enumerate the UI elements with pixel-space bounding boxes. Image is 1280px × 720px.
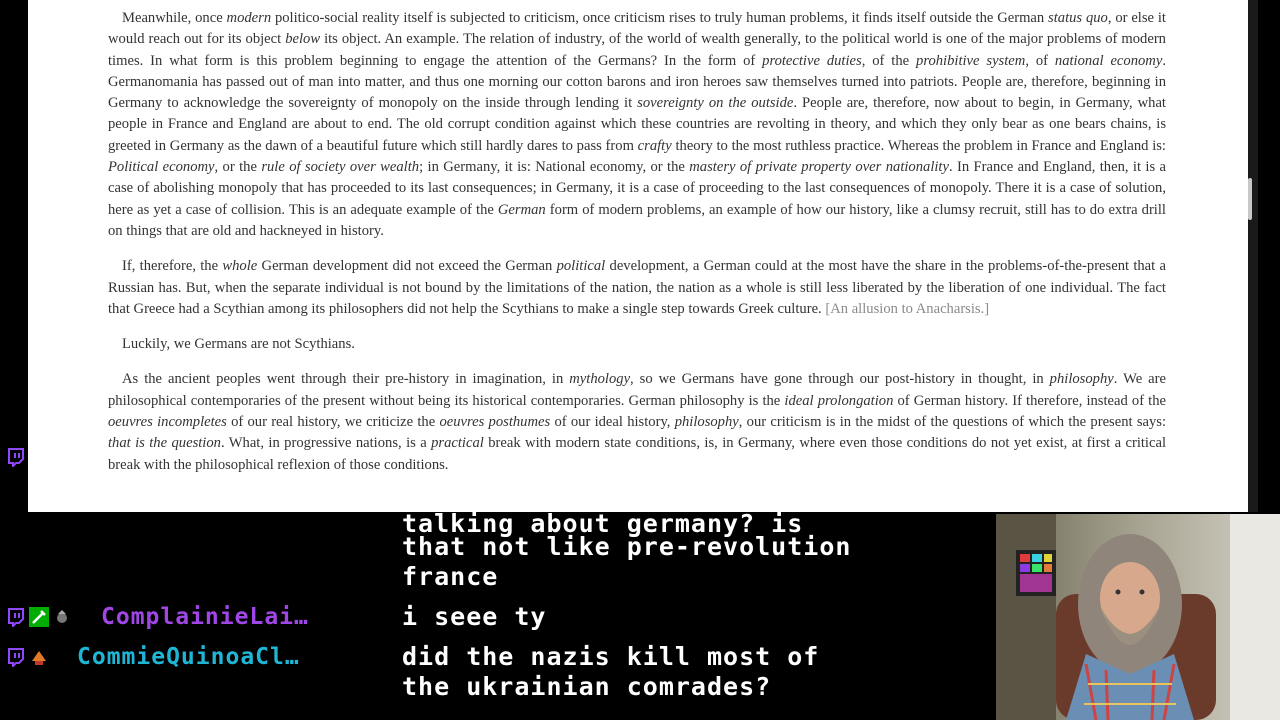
chat-message-text: talking about germany? is [402, 512, 804, 538]
sub-badge-icon [29, 647, 49, 667]
paragraph-text: German development did not exceed the German [257, 258, 557, 275]
document-paragraph [108, 8, 1166, 242]
chat-badges [6, 646, 49, 668]
paragraph-text: . What, in progressive nations, is a [220, 435, 432, 452]
sword-icon [29, 607, 49, 627]
emphasis-text: rule of society over wealth [261, 159, 420, 176]
paragraph-text: its object. An example. The relation of industry, of the world of wealth generally, to the political world is one of the major problems of modern times. In what form is this problem beginning to engage the attention of the Germans? In the form of [108, 31, 1166, 69]
emphasis-text: oeuvres posthumes [439, 414, 551, 431]
emphasis-text: modern [226, 10, 272, 26]
document-paragraph [108, 334, 1166, 355]
editor-note: [An allusion to Anacharsis.] [825, 300, 990, 317]
twitch-icon [6, 607, 26, 627]
twitch-icon [6, 647, 26, 667]
document-paragraph [108, 256, 1166, 320]
document-paragraph [108, 369, 1166, 475]
paragraph-text: form of modern problems, an example of how our history, like a clumsy recruit, still has to do extra drill on things that are old and hackneyed in history. [108, 201, 1166, 239]
emphasis-text: philosophy [674, 414, 739, 431]
emphasis-text: that is the question [108, 435, 221, 452]
emphasis-text: ideal prolongation [784, 392, 894, 409]
paragraph-text: Luckily, we Germans are not Scythians. [122, 336, 355, 353]
paragraph-text: of our real history, we criticize the [226, 414, 440, 431]
paragraph-text: As the ancient peoples went through their pre-history in imagination, in [122, 371, 570, 388]
emphasis-text: political [556, 258, 606, 275]
paragraph-text: of German history. If therefore, instead of the [893, 392, 1166, 409]
emphasis-text: mastery of private property over nationality [689, 159, 949, 176]
chat-message-text: that not like pre-revolution [402, 532, 852, 561]
chat-message-text: the ukrainian comrades? [402, 672, 772, 701]
paragraph-text: , or else it would reach out for its object [108, 10, 1166, 48]
chat-overlay [0, 512, 996, 720]
emphasis-text: protective duties [762, 52, 862, 69]
document-text [108, 8, 1166, 490]
emphasis-text: German [497, 201, 546, 218]
emphasis-text: philosophy [1049, 371, 1114, 388]
paragraph-text: , so we Germans have gone through our post-history in thought, in [630, 371, 1050, 388]
emphasis-text: practical [431, 435, 484, 452]
webcam-feed [996, 514, 1280, 720]
paragraph-text: ; in Germany, it is: National economy, or the [419, 159, 690, 176]
paragraph-text: of our ideal history, [550, 414, 675, 431]
emphasis-text: prohibitive system [916, 52, 1026, 69]
paragraph-text: Meanwhile, once [122, 10, 227, 26]
emphasis-text: below [285, 31, 321, 48]
emphasis-text: mythology [569, 371, 631, 388]
document-scrollbar[interactable] [1248, 0, 1258, 512]
paragraph-text: , or the [214, 159, 262, 176]
paragraph-text: . People are, therefore, now about to begin, in Germany, what people in France and England are about to end. The old corrupt condition against which these countries are revolting in theory, and which they only bear as one bears chains, is greeted in Germany as the dawn of a beautiful future which still hardly dares to pass from [108, 95, 1166, 154]
emphasis-text: status quo [1048, 10, 1108, 26]
paragraph-text: . Germanomania has passed out of man into matter, and thus one morning our cotton barons and iron heroes saw themselves turned into patriots. People are, therefore, beginning in Germany to acknowledge the sovereignty of monopoly on the inside through lending it [108, 52, 1166, 112]
chat-username[interactable]: ComplainieLai… [101, 604, 309, 630]
paragraph-text: break with modern state conditions, is, in Germany, where even those conditions do not yet exist, at first a critical break with the philosophical reflexion of those conditions. [108, 435, 1166, 473]
paragraph-text: . In France and England, then, it is a case of abolishing monopoly that has proceeded to its last consequences; in Germany, it is a case of proceeding to the last consequences of monopoly. There it is a case of solution, here as yet a case of collision. This is an adequate example of the [108, 159, 1166, 218]
emphasis-text: whole [222, 258, 258, 275]
chat-message-text: france [402, 562, 499, 591]
twitch-icon [6, 447, 26, 467]
paragraph-text: , of [1025, 52, 1055, 69]
emphasis-text: sovereignty on the outside [637, 95, 794, 112]
paragraph-text: If, therefore, the [122, 258, 223, 275]
document-scroll-thumb[interactable] [1248, 178, 1252, 220]
emphasis-text: Political economy [108, 159, 215, 176]
paragraph-text: , of the [861, 52, 917, 69]
emphasis-text: national economy [1054, 52, 1163, 69]
subscriber-icon [52, 607, 72, 627]
chat-badges [6, 606, 72, 628]
chat-message-text: i seee ty [402, 602, 547, 631]
paragraph-text: politico-social reality itself is subjected to criticism, once criticism rises to truly human problems, it finds itself outside the German [271, 10, 1049, 26]
chat-message-text: did the nazis kill most of [402, 642, 820, 671]
document-viewer[interactable] [28, 0, 1248, 512]
paragraph-text: . We are philosophical contemporaries of the present without being its historical contemporaries. German philosophy is the [108, 371, 1166, 409]
emphasis-text: oeuvres incompletes [108, 414, 227, 431]
chat-username[interactable]: CommieQuinoaCl… [77, 644, 300, 670]
emphasis-text: crafty [637, 137, 672, 154]
paragraph-text: development, a German could at the most have the share in the problems-of-the-present that a Russian has. But, when the separate individual is not bound by the limitations of the nation, the nation as a whole is still less liberated by the liberation of one individual. The fact that Greece had a Scythian among its philosophers did not help the Scythians to make a single step towards Greek culture. [108, 258, 1166, 317]
paragraph-text: theory to the most ruthless practice. Whereas the problem in France and England is: [671, 137, 1166, 154]
paragraph-text: , our criticism is in the midst of the questions of which the present says: [738, 414, 1167, 431]
